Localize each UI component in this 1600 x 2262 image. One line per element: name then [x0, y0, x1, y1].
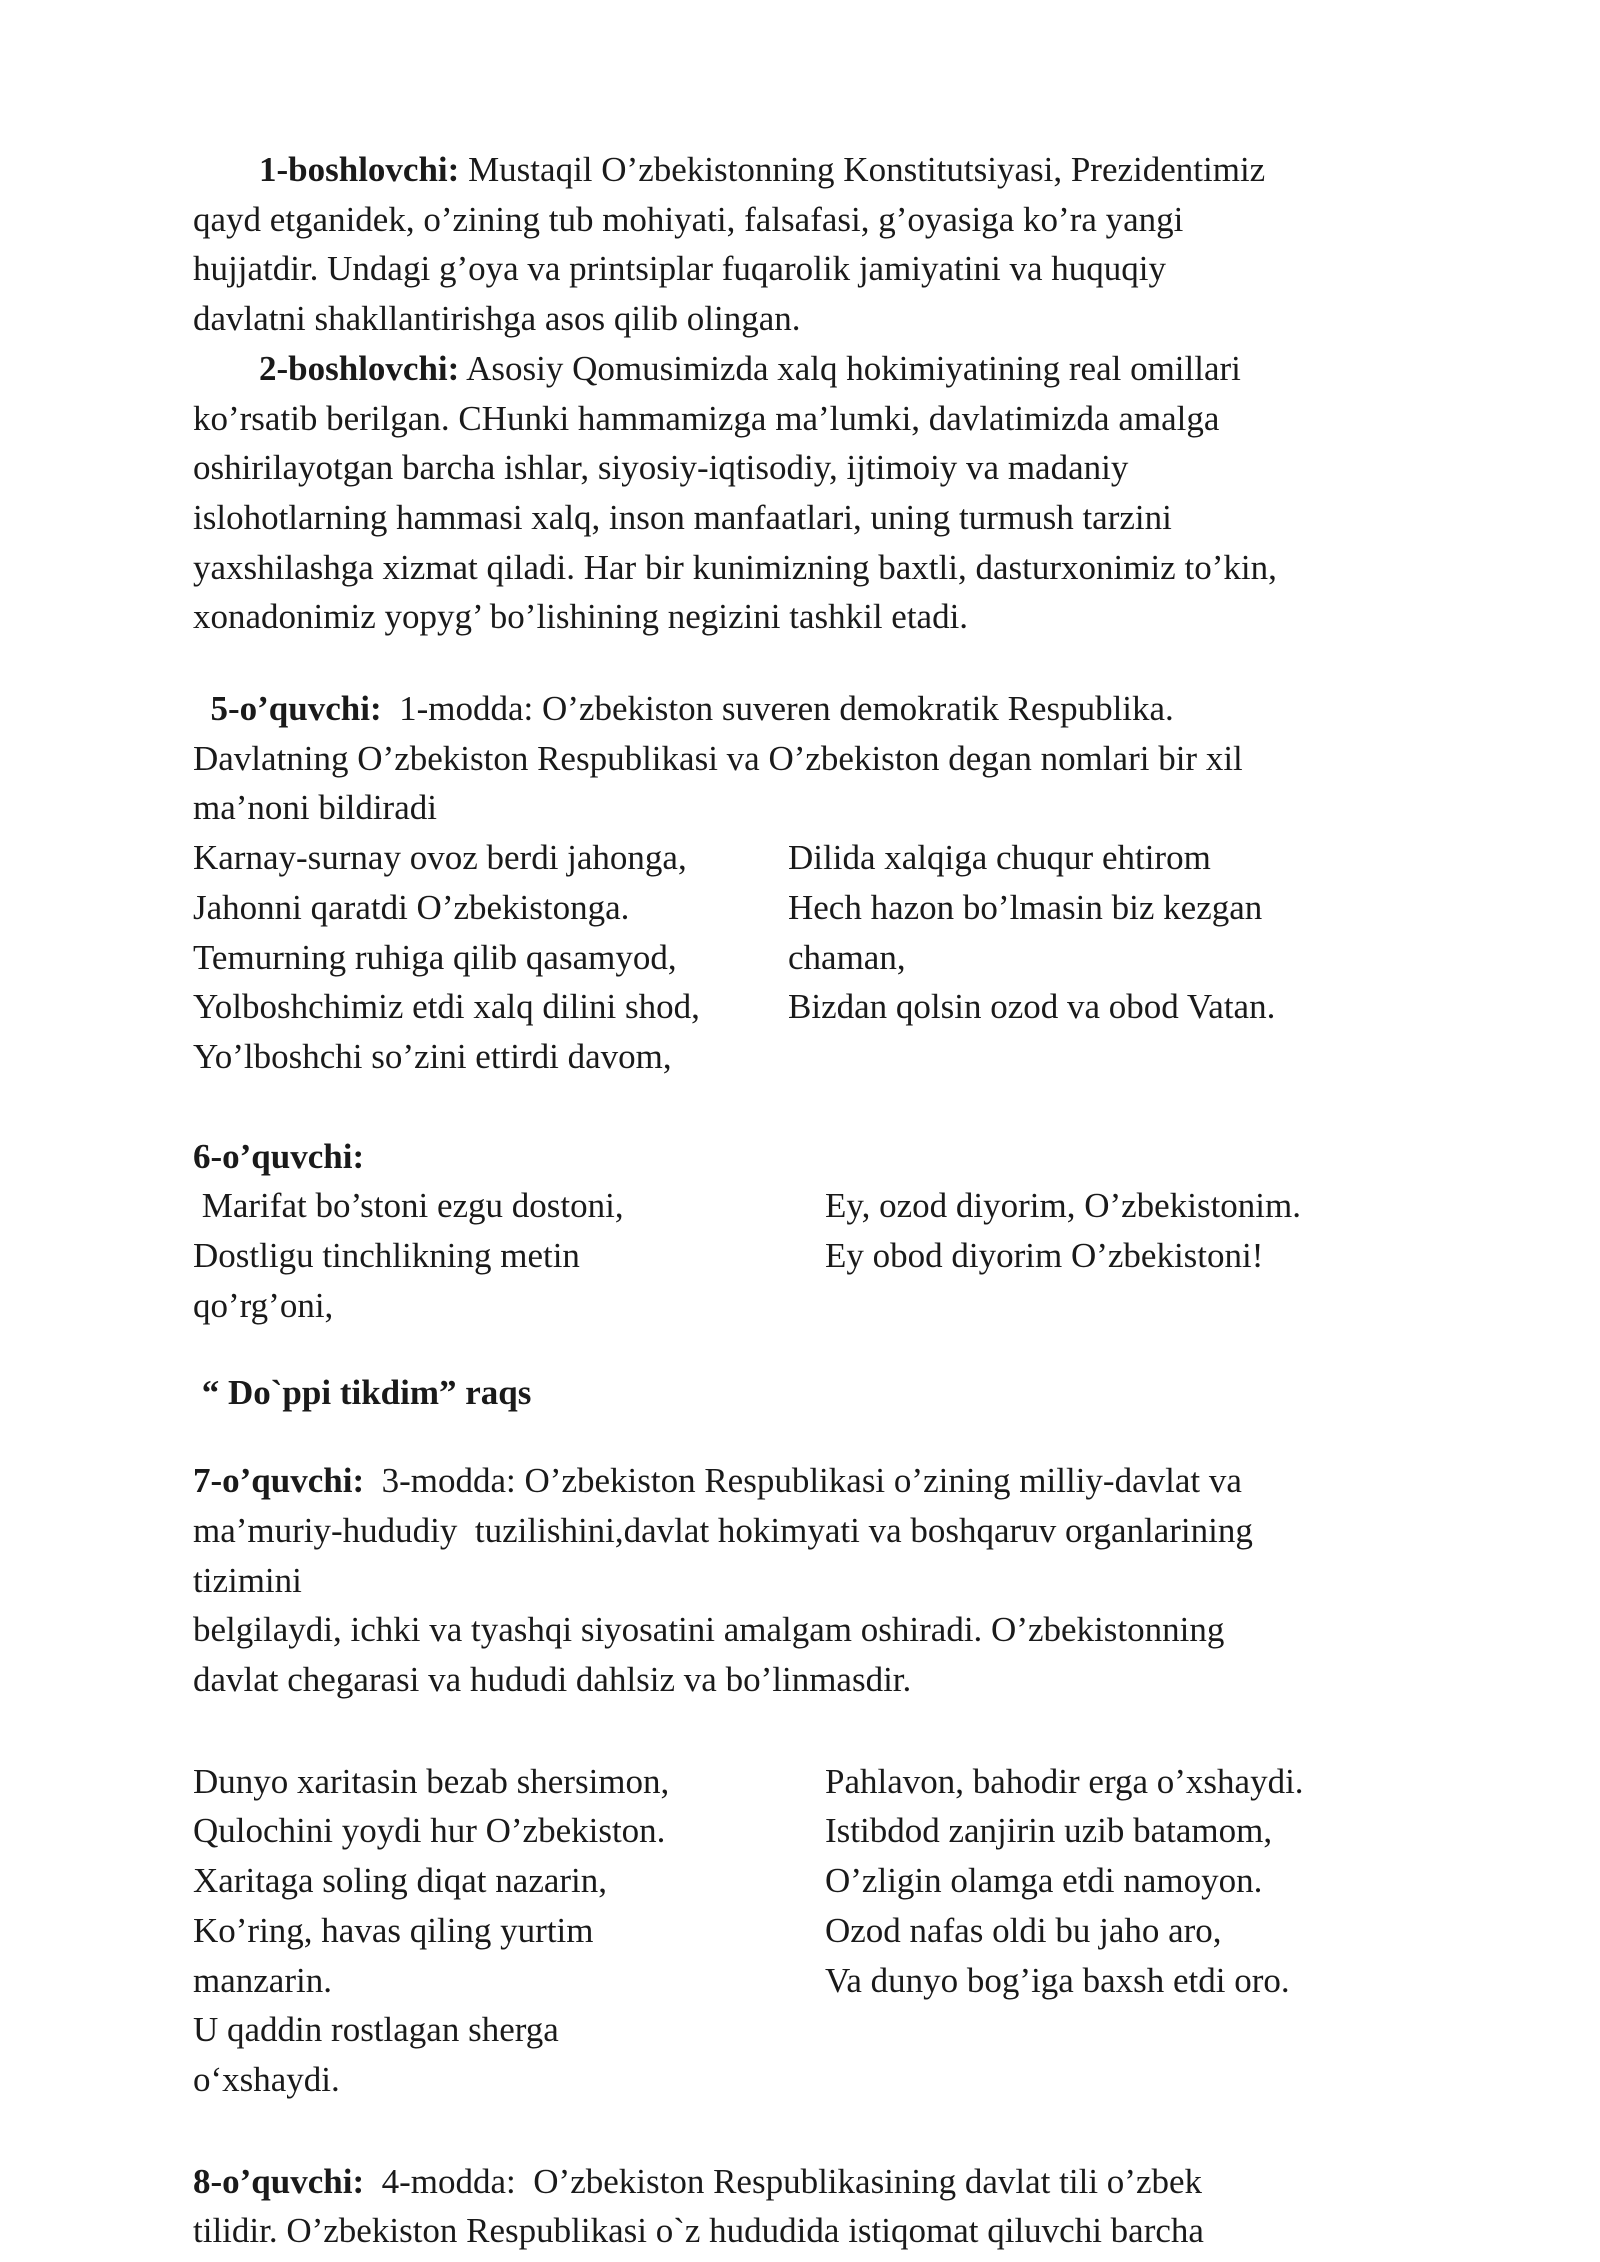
text-line: tilidir. O’zbekiston Respublikasi o`z hududida istiqomat qiluvchi barcha	[193, 2211, 1204, 2251]
text-line: 1-boshlovchi: Mustaqil O’zbekistonning Konstitutsiyasi, Prezidentimiz	[259, 150, 1266, 189]
poem-line: Xaritaga soling diqat nazarin,	[193, 1861, 608, 1901]
poem-line: Temurning ruhiga qilib qasamyod,	[193, 937, 677, 977]
poem-column-right	[825, 1757, 1304, 2105]
paragraph-oquvchi-7	[193, 1456, 1363, 1705]
poem-line: Pahlavon, bahodir erga o’xshaydi.	[825, 1761, 1304, 1801]
poem-line: U qaddin rostlagan sherga	[193, 2010, 559, 2050]
text-line: yaxshilashga xizmat qiladi. Har bir kunimizning baxtli, dasturxonimiz to’kin,	[193, 547, 1277, 587]
poem-line: qo’rg’oni,	[193, 1285, 334, 1325]
text-line: davlat chegarasi va hududi dahlsiz va bo’linmasdir.	[193, 1659, 912, 1699]
speaker-label: 8-o’quvchi:	[193, 2161, 365, 2201]
speaker-label: 6-o’quvchi:	[193, 1136, 365, 1176]
text-line: 7-o’quvchi: 3-modda: O’zbekiston Respublikasi o’zining milliy-davlat va	[193, 1461, 1242, 1501]
speaker-label: 2-boshlovchi:	[259, 348, 460, 388]
text-line: ko’rsatib berilgan. CHunki hammamizga ma’lumki, davlatimizda amalga	[193, 398, 1220, 438]
poem-line: Va dunyo bog’iga baxsh etdi oro.	[825, 1960, 1290, 2000]
poem-column-left	[193, 1757, 825, 2105]
text-line: belgilaydi, ichki va tyashqi siyosatini amalgam oshiradi. O’zbekistonning	[193, 1610, 1225, 1650]
text-line: davlatni shakllantirishga asos qilib olingan.	[193, 299, 801, 339]
text-line: islohotlarning hammasi xalq, inson manfaatlari, uning turmush tarzini	[193, 497, 1172, 537]
poem-line: Jahonni qaratdi O’zbekistonga.	[193, 887, 630, 927]
poem-column-left	[193, 1181, 825, 1330]
poem-line: manzarin.	[193, 1960, 332, 2000]
speaker-label: 1-boshlovchi:	[259, 150, 460, 189]
poem-stanza-1	[193, 833, 1363, 1082]
poem-line: Ey obod diyorim O’zbekistoni!	[825, 1236, 1264, 1276]
paragraph-boshlovchi-2	[193, 344, 1363, 642]
paragraph-oquvchi-5	[193, 684, 1363, 833]
poem-line: Marifat bo’stoni ezgu dostoni,	[193, 1186, 624, 1226]
poem-line: Ey, ozod diyorim, O’zbekistonim.	[825, 1186, 1301, 1226]
text-line: 2-boshlovchi: Asosiy Qomusimizda xalq hokimiyatining real omillari	[259, 348, 1241, 388]
text-line: 8-o’quvchi: 4-modda: O’zbekiston Respublikasining davlat tili o’zbek	[193, 2161, 1203, 2201]
poem-line: Dostligu tinchlikning metin	[193, 1236, 580, 1276]
poem-line: Istibdod zanjirin uzib batamom,	[825, 1811, 1273, 1851]
poem-line: Bizdan qolsin ozod va obod Vatan.	[788, 987, 1276, 1027]
poem-line: O’zligin olamga etdi namoyon.	[825, 1861, 1263, 1901]
poem-line: Hech hazon bo’lmasin biz kezgan	[788, 887, 1263, 927]
text-line	[193, 1132, 1363, 1182]
paragraph-oquvchi-8	[193, 2157, 1363, 2256]
poem-line: Ko’ring, havas qiling yurtim	[193, 1910, 594, 1950]
text-line: oshirilayotgan barcha ishlar, siyosiy-iqtisodiy, ijtimoiy va madaniy	[193, 448, 1129, 488]
poem-line: chaman,	[788, 937, 906, 977]
text-line: tizimini	[193, 1560, 302, 1600]
poem-line: Dunyo xaritasin bezab shersimon,	[193, 1761, 670, 1801]
dance-title: “ Do`ppi tikdim” raqs	[193, 1373, 532, 1413]
paragraph-oquvchi-6	[193, 1132, 1363, 1182]
text-line: xonadonimiz yopyg’ bo’lishining negizini tashkil etadi.	[193, 597, 969, 637]
text-line: ma’muriy-hududiy tuzilishini,davlat hokimyati va boshqaruv organlarining	[193, 1510, 1253, 1550]
speaker-label: 5-o’quvchi:	[210, 689, 382, 729]
poem-line: Yolboshchimiz etdi xalq dilini shod,	[193, 987, 700, 1027]
poem-column-right	[825, 1181, 1301, 1330]
text-line: Davlatning O’zbekiston Respublikasi va O’zbekiston degan nomlari bir xil	[193, 738, 1243, 778]
text-line: ma’noni bildiradi	[193, 788, 437, 828]
poem-column-left	[193, 833, 788, 1082]
speaker-label: 7-o’quvchi:	[193, 1461, 365, 1501]
poem-line: Qulochini yoydi hur O’zbekiston.	[193, 1811, 666, 1851]
poem-line: Dilida xalqiga chuqur ehtirom	[788, 838, 1211, 878]
poem-line: Ozod nafas oldi bu jaho aro,	[825, 1910, 1222, 1950]
poem-line: Yo’lboshchi so’zini ettirdi davom,	[193, 1036, 672, 1076]
poem-stanza-2	[193, 1181, 1363, 1330]
document-page	[193, 145, 1363, 2256]
text-line: qayd etganidek, o’zining tub mohiyati, falsafasi, g’oyasiga ko’ra yangi	[193, 199, 1184, 239]
paragraph-boshlovchi-1	[193, 145, 1363, 344]
poem-stanza-3	[193, 1757, 1363, 2105]
poem-line: o‘xshaydi.	[193, 2059, 340, 2099]
text-line: 5-o’quvchi: 1-modda: O’zbekiston suveren demokratik Respublika.	[210, 689, 1174, 729]
poem-line: Karnay-surnay ovoz berdi jahonga,	[193, 838, 687, 878]
text-line: hujjatdir. Undagi g’oya va printsiplar fuqarolik jamiyatini va huquqiy	[193, 249, 1166, 289]
poem-column-right	[788, 833, 1348, 1082]
